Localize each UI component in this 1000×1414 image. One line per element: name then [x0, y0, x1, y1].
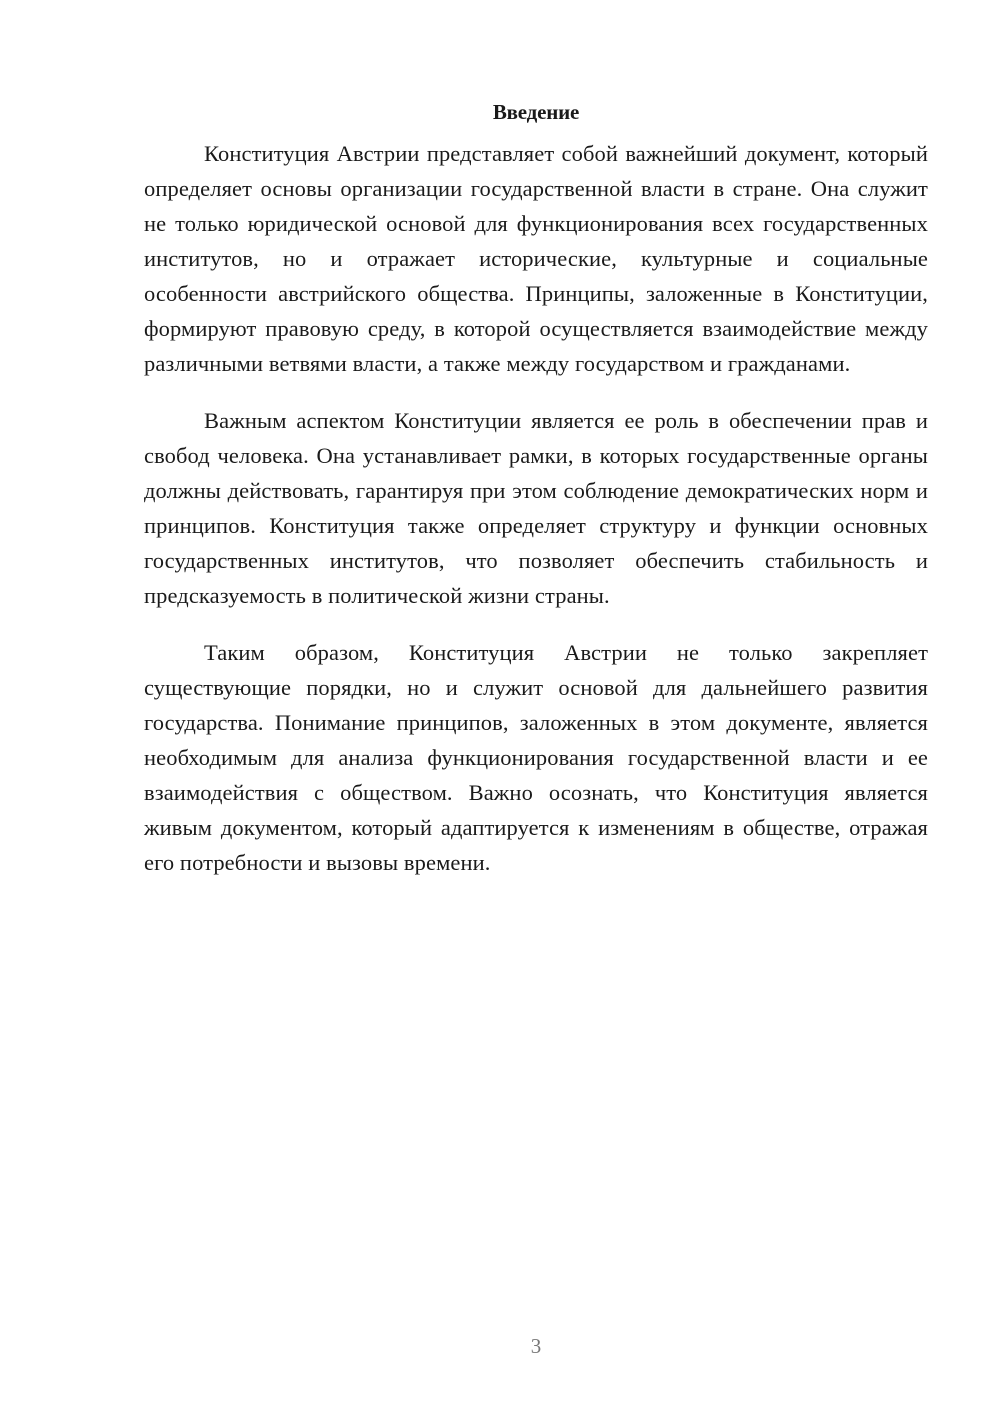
- paragraph-1: Конституция Австрии представляет собой важнейший документ, который определяет основы организации государственной власти в стране. Она служит не только юридической основой для функционирования всех государственных институтов, но и отражает исторические, культурные и социальные особенности австрийского общества. Принципы, заложенные в Конституции, формируют правовую среду, в которой осуществляется взаимодействие между различными ветвями власти, а также между государством и гражданами.: [144, 141, 928, 376]
- paragraph-2: Важным аспектом Конституции является ее роль в обеспечении прав и свобод человека. Она устанавливает рамки, в которых государственные органы должны действовать, гарантируя при этом соблюдение демократических норм и принципов. Конституция также определяет структуру и функции основных государственных институтов, что позволяет обеспечить стабильность и предсказуемость в политической жизни страны.: [144, 408, 928, 608]
- section-title: Введение: [492, 100, 580, 124]
- paragraph-3: Таким образом, Конституция Австрии не только закрепляет существующие порядки, но и служит основой для дальнейшего развития государства. Понимание принципов, заложенных в этом документе, является необходимым для анализа функционирования государственной власти и ее взаимодействия с обществом. Важно осознать, что Конституция является живым документом, который адаптируется к изменениям в обществе, отражая его потребности и вызовы времени.: [144, 640, 928, 875]
- page-number: 3: [530, 1334, 542, 1358]
- page-content: [144, 96, 928, 902]
